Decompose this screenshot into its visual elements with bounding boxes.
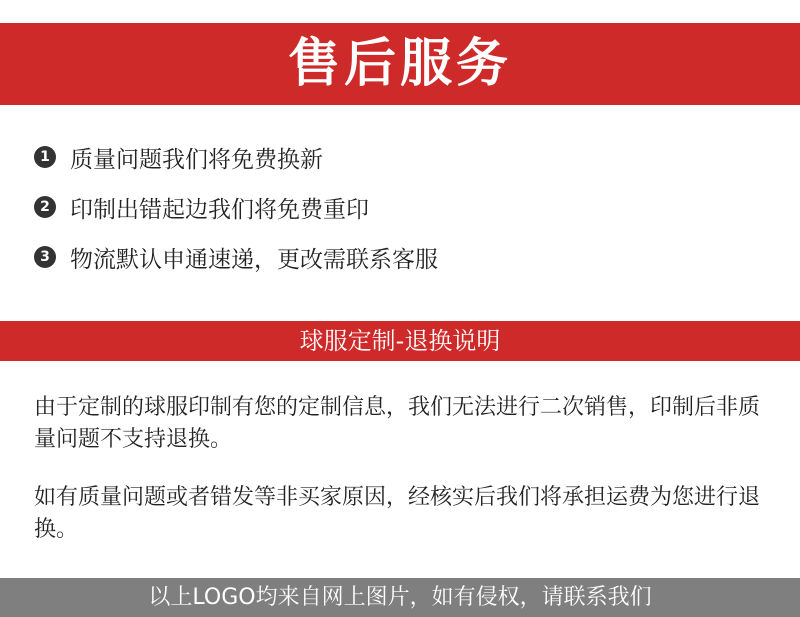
policy-paragraph: 由于定制的球服印制有您的定制信息，我们无法进行二次销售，印制后非质量问题不支持退换。 bbox=[34, 395, 761, 452]
list-item bbox=[34, 232, 774, 282]
number-three-icon: 3 bbox=[34, 246, 56, 268]
policy-paragraph: 如有质量问题或者错发等非买家原因，经核实后我们将承担运费为您进行退换。 bbox=[34, 485, 761, 542]
service-item-text: 印制出错起边我们将免费重印 bbox=[70, 196, 369, 223]
list-item bbox=[34, 182, 774, 232]
page-title: 售后服务 bbox=[287, 34, 512, 94]
service-list bbox=[34, 132, 774, 282]
header-banner bbox=[0, 23, 800, 105]
footer-bar bbox=[0, 578, 800, 617]
policy-text bbox=[34, 392, 774, 572]
section-heading: 球服定制-退换说明 bbox=[299, 327, 501, 355]
number-one-icon: 1 bbox=[34, 146, 56, 168]
list-item bbox=[34, 132, 774, 182]
section-banner bbox=[0, 321, 800, 361]
number-two-icon: 2 bbox=[34, 196, 56, 218]
service-item-text: 质量问题我们将免费换新 bbox=[70, 146, 323, 173]
service-item-text: 物流默认申通速递，更改需联系客服 bbox=[70, 246, 438, 273]
footer-note: 以上LOGO均来自网上图片，如有侵权，请联系我们 bbox=[148, 584, 652, 610]
